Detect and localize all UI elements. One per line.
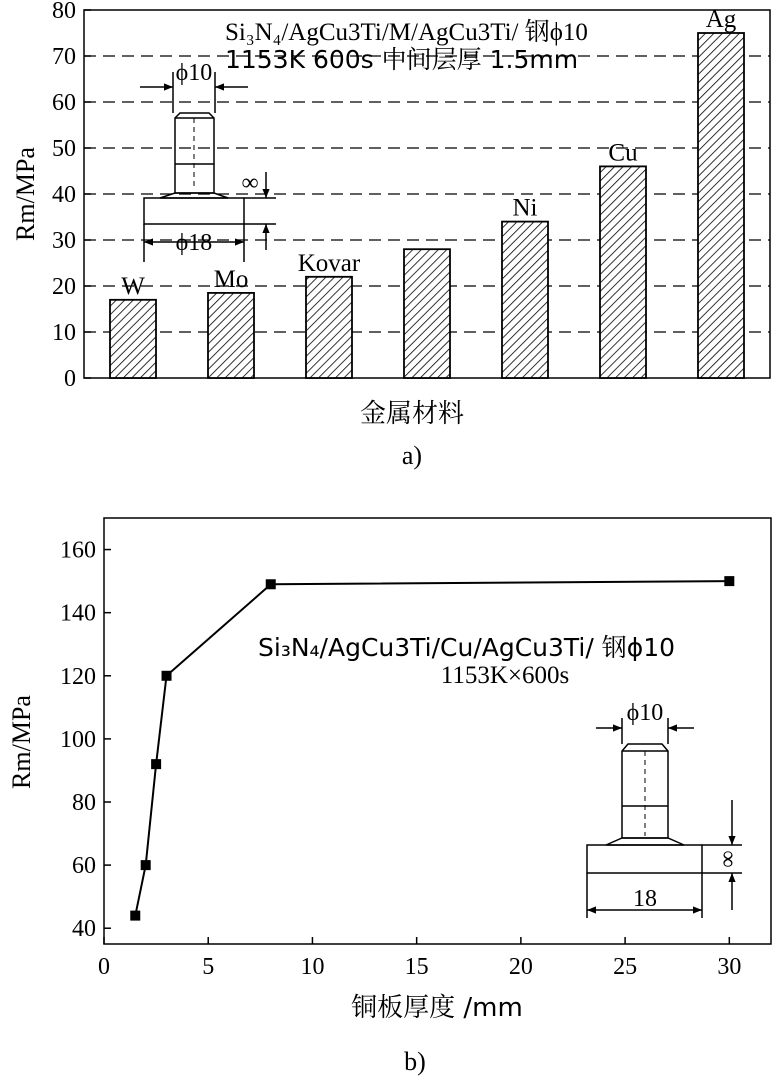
chart-b-y-tick-label: 140 xyxy=(60,600,96,627)
chart-a-xlabel: 金属材料 xyxy=(359,399,465,429)
chart-b-y-tick-label: 120 xyxy=(60,663,96,690)
chart-a-category-label: W xyxy=(121,272,145,300)
chart-b-ylabel: Rm/MPa xyxy=(7,695,36,789)
chart-a-title-line2: 1153K 600s 中间层厚 1.5mm xyxy=(225,45,579,74)
chart-b xyxy=(7,518,771,1076)
chart-b-data-point xyxy=(724,576,734,586)
chart-a-panel-label: a) xyxy=(401,441,423,470)
chart-b-data-point xyxy=(141,860,151,870)
chart-b-x-tick-label: 0 xyxy=(98,954,110,980)
chart-b-specimen-diagram xyxy=(587,718,742,918)
chart-b-inset-bottom-dim: 18 xyxy=(633,886,657,912)
chart-b-y-tick-label: 100 xyxy=(60,726,96,753)
chart-a-category-label: Kovar xyxy=(297,249,361,277)
chart-a-category-label: Mo xyxy=(213,265,249,293)
chart-a-inset-side-dim: ∞ xyxy=(241,170,259,196)
chart-a-y-tick-label: 30 xyxy=(52,228,76,254)
chart-a-bar xyxy=(306,277,352,378)
chart-a-bar xyxy=(208,293,254,378)
chart-b-series-line xyxy=(135,581,729,916)
chart-b-y-tick-label: 160 xyxy=(60,537,96,564)
chart-a-y-tick-label: 70 xyxy=(52,44,76,70)
chart-a-bar xyxy=(502,222,548,378)
chart-b-x-tick-label: 30 xyxy=(717,954,742,980)
chart-a xyxy=(11,0,770,470)
chart-b-y-tick-label: 80 xyxy=(72,790,96,816)
chart-b-data-point xyxy=(162,671,172,681)
chart-a-inset-top-dim: ϕ10 xyxy=(175,60,213,86)
chart-a-bar xyxy=(698,33,744,378)
chart-b-y-tick-label: 60 xyxy=(72,853,96,880)
chart-b-data-point xyxy=(130,911,140,921)
chart-b-title-line2: 1153K×600s xyxy=(440,662,570,689)
chart-b-inset-side-dim: ∞ xyxy=(715,850,741,868)
chart-a-category-label: Ni xyxy=(512,194,538,222)
chart-a-y-tick-label: 40 xyxy=(52,182,76,208)
chart-a-inset-bottom-dim: ϕ18 xyxy=(175,230,213,256)
chart-a-title-line1: Si₃N₄/AgCu3Ti/M/AgCu3Ti/ 钢ϕ10 xyxy=(225,19,588,46)
chart-a-y-tick-label: 10 xyxy=(52,320,76,346)
chart-b-x-tick-label: 25 xyxy=(613,954,638,980)
chart-b-xlabel: 铜板厚度 /mm xyxy=(351,993,523,1023)
chart-a-y-ticks xyxy=(52,0,91,392)
chart-b-data-point xyxy=(266,579,276,589)
chart-a-y-tick-label: 50 xyxy=(52,136,76,162)
chart-a-y-tick-label: 20 xyxy=(52,274,76,300)
chart-a-y-tick-label: 0 xyxy=(64,366,76,392)
chart-a-bar xyxy=(110,300,156,378)
chart-b-x-tick-label: 10 xyxy=(300,954,325,980)
chart-a-category-label: Ag xyxy=(705,6,737,33)
chart-b-inset-top-dim: ϕ10 xyxy=(626,700,664,726)
chart-b-x-tick-label: 5 xyxy=(202,954,215,980)
chart-a-ylabel: Rm/MPa xyxy=(11,147,40,241)
chart-a-category-label: Cu xyxy=(608,139,638,167)
chart-a-y-tick-label: 80 xyxy=(52,0,76,24)
chart-a-bar xyxy=(404,249,450,378)
chart-b-panel-label: b) xyxy=(404,1047,426,1076)
chart-b-x-tick-label: 15 xyxy=(404,954,429,980)
chart-b-data-point xyxy=(151,759,161,769)
chart-b-y-tick-label: 40 xyxy=(72,916,96,943)
chart-b-x-tick-label: 20 xyxy=(508,954,533,980)
chart-a-y-tick-label: 60 xyxy=(52,90,76,116)
chart-a-bar xyxy=(600,166,646,378)
chart-b-title-line1: Si₃N₄/AgCu3Ti/Cu/AgCu3Ti/ 钢ϕ10 xyxy=(258,633,676,662)
